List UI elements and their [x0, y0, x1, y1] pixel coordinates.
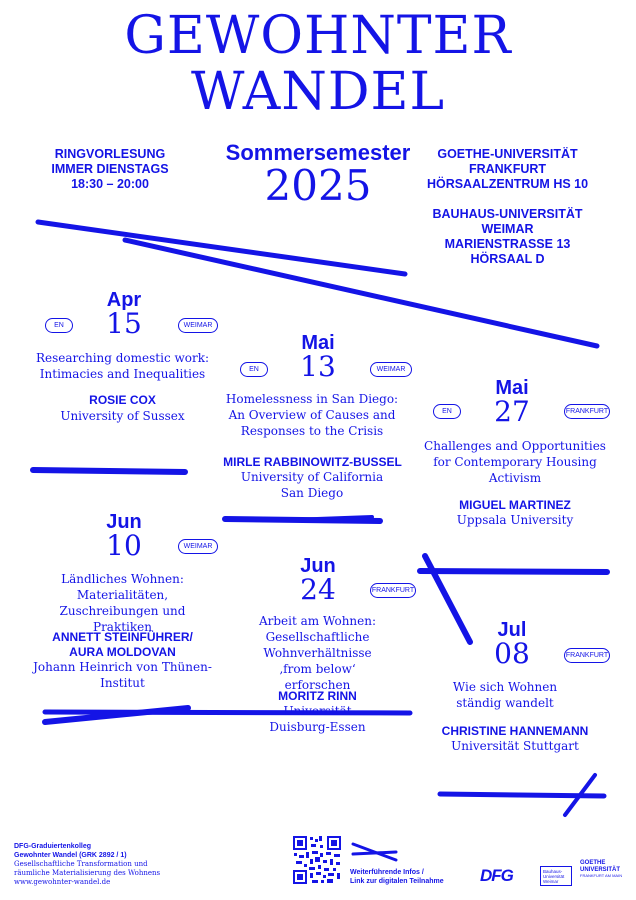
lecture-2-month: Mai [301, 332, 335, 354]
title-line-2: WANDEL [190, 62, 446, 122]
lecture-6-day: 08 [494, 637, 530, 670]
lecture-2-venue-badge: WEIMAR [370, 362, 412, 377]
lecture-series-info: RINGVORLESUNG IMMER DIENSTAGS 18:30 – 20:00 [51, 147, 169, 191]
digital-participation-info[interactable]: Weiterführende Infos / Link zur digitalen Teilnahme [350, 869, 444, 885]
dfg-logo: DFG [480, 866, 513, 885]
bauhaus-logo: Bauhaus-Universität Weimar [540, 866, 572, 886]
lecture-4-institution: Johann Heinrich von Thünen-Institut [33, 660, 212, 690]
lecture-5-venue-badge: FRANKFURT [370, 583, 416, 598]
lecture-3-institution: Uppsala University [456, 513, 574, 527]
semester-label: Sommersemester [225, 140, 411, 165]
website-link[interactable]: www.gewohnter-wandel.de [14, 878, 111, 886]
qr-code[interactable] [292, 835, 342, 885]
title-line-1: GEWOHNTER [124, 6, 512, 66]
lecture-5-month: Jun [300, 555, 336, 577]
lecture-1-institution: University of Sussex [60, 409, 185, 423]
lecture-4-day: 10 [106, 529, 142, 562]
lecture-1-month: Apr [106, 289, 142, 311]
lecture-6-speaker: CHRISTINE HANNEMANN [441, 724, 589, 738]
link-arrow-icon [350, 840, 400, 864]
lecture-5-title: Arbeit am Wohnen: Gesellschaftliche Wohnverhältnisse ‚from below‘ erforschen [258, 614, 377, 692]
lecture-6-institution: Universität Stuttgart [451, 739, 579, 753]
lecture-4-venue-badge: WEIMAR [178, 539, 218, 554]
lecture-1-language-badge: EN [45, 318, 73, 333]
lecture-3-title: Challenges and Opportunities for Contemporary Housing Activism [424, 439, 606, 485]
lecture-5-speaker: MORITZ RINN [278, 689, 357, 703]
lecture-1-title: Researching domestic work: Intimacies and Inequalities [35, 351, 210, 381]
lecture-3-language-badge: EN [433, 404, 461, 419]
lecture-3-day: 27 [494, 395, 530, 428]
lecture-3-venue-badge: FRANKFURT [564, 404, 610, 419]
lecture-2-speaker: MIRLE RABBINOWITZ-BUSSEL [223, 455, 402, 469]
lecture-3-month: Mai [495, 377, 529, 399]
lecture-5-day: 24 [300, 573, 336, 606]
lecture-1-venue-badge: WEIMAR [178, 318, 218, 333]
lecture-1-speaker: ROSIE COX [89, 393, 156, 407]
lecture-6-title: Wie sich Wohnen ständig wandelt [452, 680, 558, 710]
lecture-4-title: Ländliches Wohnen: Materialitäten, Zuschreibungen und Praktiken [59, 572, 186, 634]
goethe-logo: GOETHE UNIVERSITÄT FRANKFURT AM MAIN [580, 860, 623, 878]
lecture-4-speaker: ANNETT STEINFÜHRER/ AURA MOLDOVAN [52, 630, 193, 659]
lecture-2-language-badge: EN [240, 362, 268, 377]
lecture-3-speaker: MIGUEL MARTINEZ [459, 498, 571, 512]
lecture-6-month: Jul [497, 619, 527, 641]
footer-organization: DFG-Graduiertenkolleg Gewohnter Wandel (GRK 2892 / 1) Gesellschaftliche Transformation und räumliche Materialisierung des Wohnens www.gewohnter-wandel.de [14, 842, 204, 887]
venue-info: GOETHE-UNIVERSITÄT FRANKFURT HÖRSAALZENTRUM HS 10 BAUHAUS-UNIVERSITÄT WEIMAR MARIENSTRASSE 13 HÖRSAAL D [426, 147, 589, 266]
lecture-5-institution: Universität Duisburg-Essen [269, 704, 366, 734]
lecture-2-institution: University of California San Diego [240, 470, 384, 500]
lecture-2-day: 13 [300, 350, 336, 383]
lecture-1-day: 15 [106, 307, 142, 340]
lecture-6-venue-badge: FRANKFURT [564, 648, 610, 663]
lecture-4-month: Jun [106, 511, 142, 533]
lecture-2-title: Homelessness in San Diego: An Overview of Causes and Responses to the Crisis [225, 392, 399, 438]
semester-year: 2025 [264, 161, 372, 210]
